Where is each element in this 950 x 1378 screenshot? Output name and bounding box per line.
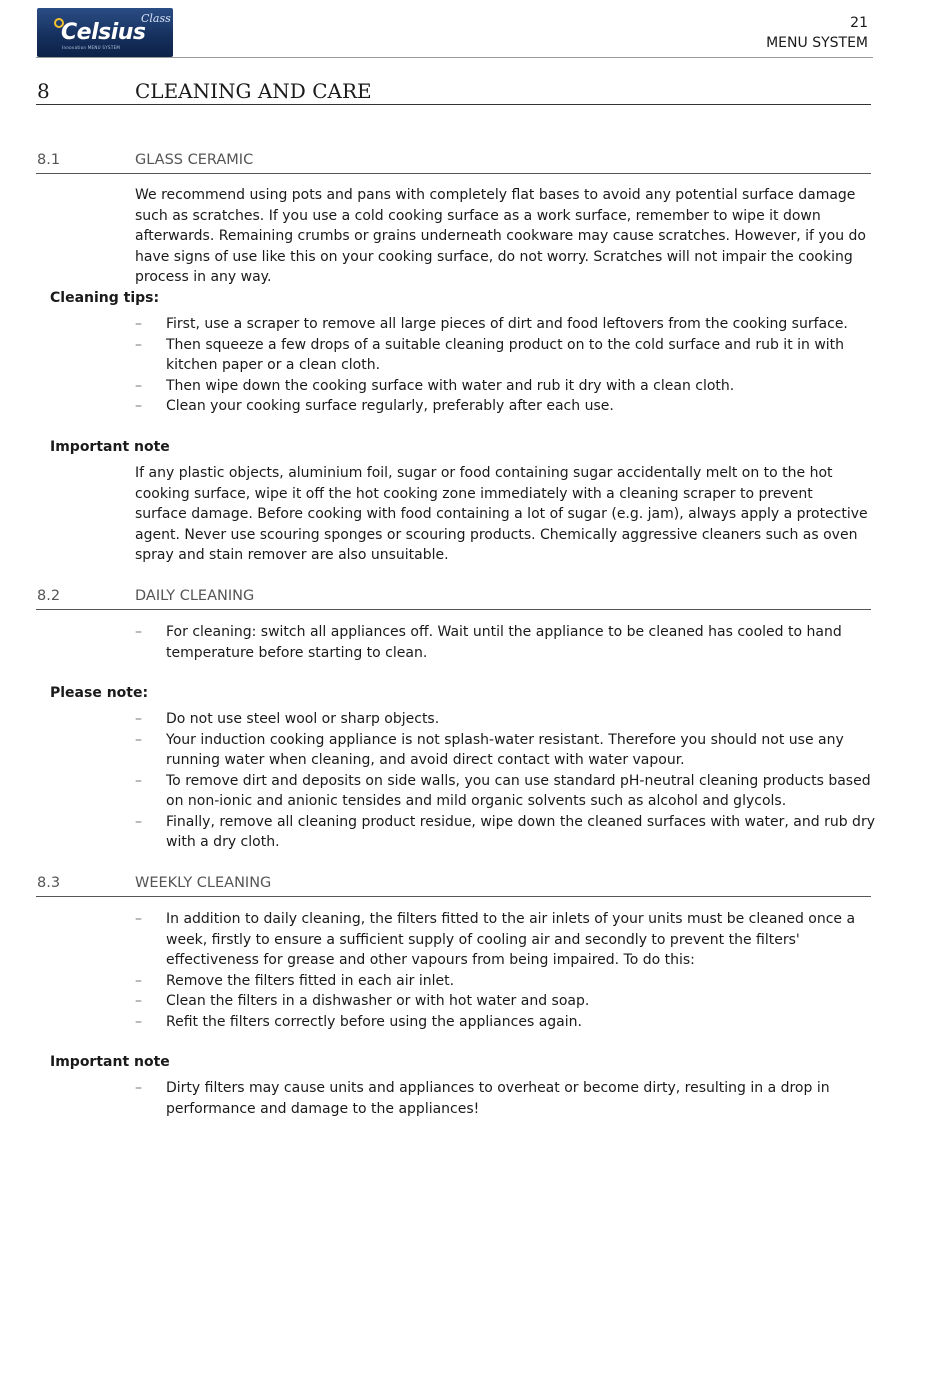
section-divider [36,896,871,897]
list-item: – Clean the filters in a dishwasher or with hot water and soap. [135,991,875,1012]
logo-class-text: Class [141,12,171,25]
important-note-text: If any plastic objects, aluminium foil, sugar or food containing sugar accidentally melt on to the hot cooking surface, wipe it off the hot cooking zone immediately with a cleaning scraper to prevent surface damage. Before cooking with food containing a lot of sugar (e.g. jam), always apply a protective agent. Never use scouring sponges or scouring products. Chemically aggressive cleaners such as oven spray and stain remover are also unsuitable. [135,465,868,563]
section-divider [36,609,871,610]
chapter-title: CLEANING AND CARE [135,79,372,103]
logo-brand-text: Celsius [61,20,146,45]
logo-tagline: Innovation MENU SYSTEM [62,45,121,50]
list-item: – To remove dirt and deposits on side walls, you can use standard pH-neutral cleaning products based on non-ionic and anionic tensides and mild organic solvents such as alcohol and glycols. [135,772,871,809]
section-divider [36,173,871,174]
list-item: – Then wipe down the cooking surface with water and rub it dry with a clean cloth. [135,376,875,397]
dash-bullet-icon: – [135,336,142,353]
dash-bullet-icon: – [135,813,142,830]
dash-bullet-icon: – [135,624,142,640]
list-item: – In addition to daily cleaning, the filters fitted to the air inlets of your units must be cleaned once a week, firstly to ensure a sufficient supply of cooling air and secondly to prevent the filters' effectiveness for grease and other vapours from being impaired. To do this: [135,911,856,968]
list-item: – Refit the filters correctly before using the appliances again. [135,1012,875,1033]
list-item: – First, use a scraper to remove all large pieces of dirt and food leftovers from the cooking surface. [135,314,875,335]
list-item: – Finally, remove all cleaning product residue, wipe down the cleaned surfaces with water, and rub dry with a dry cloth. [135,813,875,850]
page-number: 21 [850,15,868,31]
dash-bullet-icon: – [135,398,142,414]
important-note-label: Important note [50,439,170,455]
dash-bullet-icon: – [135,731,142,748]
please-note-list [135,709,875,853]
glass-ceramic-intro: We recommend using pots and pans with completely flat bases to avoid any potential surface damage such as scratches. If you use a cold cooking surface as a work surface, remember to wipe it down afterwards. Remaining crumbs or grains underneath cookware may cause scratches. However, if you do have signs of use like this on your cooking surface, do not worry. Scratches will not impair the cooking process in any way. [135,187,866,285]
chapter-divider [36,104,871,105]
section-number: 8.3 [37,875,61,891]
weekly-cleaning-list [135,909,875,1032]
section-number: 8.2 [37,588,61,604]
dash-bullet-icon: – [135,711,142,727]
dash-bullet-icon: – [135,377,142,394]
cleaning-tips-list [135,314,875,417]
list-item: – Do not use steel wool or sharp objects. [135,709,875,730]
dash-bullet-icon: – [135,911,142,927]
dash-bullet-icon: – [135,316,142,332]
section-title: DAILY CLEANING [135,588,255,604]
cleaning-tips-label: Cleaning tips: [50,290,160,306]
dash-bullet-icon: – [135,1080,142,1096]
list-item: – Dirty filters may cause units and appliances to overheat or become dirty, resulting in a drop in performance and damage to the appliances! [135,1080,830,1117]
please-note-label: Please note: [50,685,149,701]
section-title: WEEKLY CLEANING [135,875,272,891]
dash-bullet-icon: – [135,772,142,789]
daily-cleaning-list [135,622,875,663]
dash-bullet-icon: – [135,1013,142,1030]
important-note-label: Important note [50,1054,170,1070]
dash-bullet-icon: – [135,972,142,989]
chapter-number: 8 [37,79,50,103]
header-divider [36,57,873,58]
running-header: MENU SYSTEM [766,35,868,51]
celsius-class-logo [37,8,173,57]
weekly-important-note-list [135,1078,875,1119]
section-title: GLASS CERAMIC [135,152,254,168]
list-item: – Clean your cooking surface regularly, preferably after each use. [135,396,875,417]
section-number: 8.1 [37,152,61,168]
list-item: – For cleaning: switch all appliances off. Wait until the appliance to be cleaned has cooled to hand temperature before starting to clean. [135,624,842,661]
list-item: – Remove the filters fitted in each air inlet. [135,971,875,992]
list-item: – Your induction cooking appliance is not splash-water resistant. Therefore you should not use any running water when cleaning, and avoid direct contact with water vapour. [135,731,844,768]
list-item: – Then squeeze a few drops of a suitable cleaning product on to the cold surface and rub it in with kitchen paper or a clean cloth. [135,336,845,373]
dash-bullet-icon: – [135,993,142,1009]
